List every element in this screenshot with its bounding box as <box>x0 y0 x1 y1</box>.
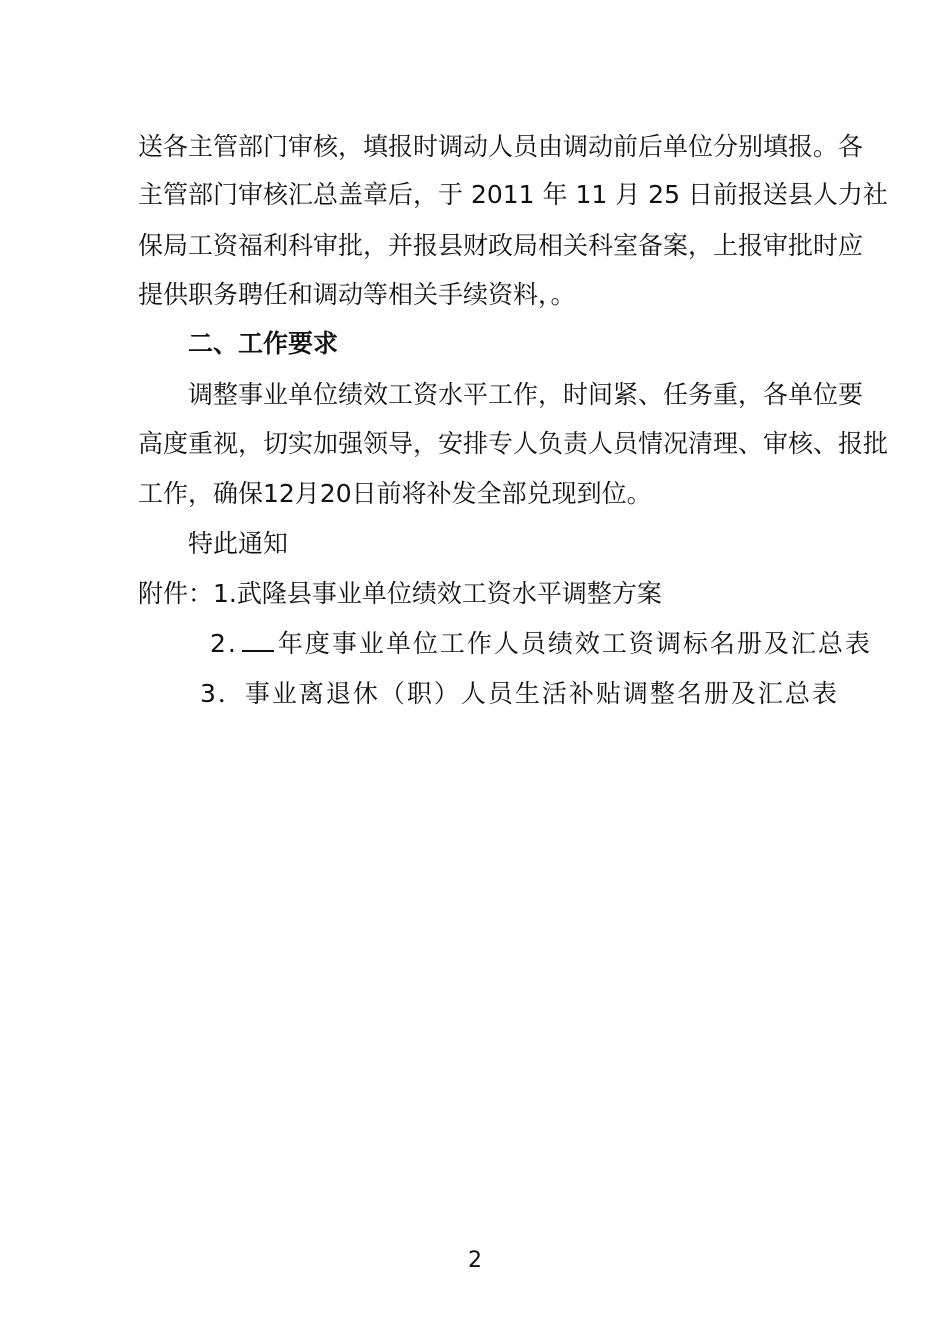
paragraph-line: 保局工资福利科审批，并报县财政局相关科室备案，上报审批时应 <box>138 231 864 260</box>
attachment-number: 2. <box>210 629 238 658</box>
closing-text: 特此通知 <box>188 529 289 558</box>
attachment-label: 附件： <box>138 579 214 608</box>
attachment-item-2 <box>210 626 872 662</box>
paragraph-line: 送各主管部门审核，填报时调动人员由调动前后单位分别填报。各 <box>138 132 864 161</box>
attachment-text: 1.武隆县事业单位绩效工资水平调整方案 <box>213 579 662 608</box>
attachment-item-1 <box>138 576 662 612</box>
paragraph-line: 工作，确保12月20日前将补发全部兑现到位。 <box>138 479 652 508</box>
paragraph-line: 主管部门审核汇总盖章后，于 2011 年 11 月 25 日前报送县人力社 <box>138 180 888 209</box>
section-heading: 二、工作要求 <box>188 329 339 358</box>
attachment-text: 年度事业单位工作人员绩效工资调标名册及汇总表 <box>277 629 872 658</box>
page-number: 2 <box>468 1248 482 1273</box>
paragraph-line: 调整事业单位绩效工资水平工作，时间紧、任务重，各单位要 <box>188 380 864 409</box>
paragraph-line: 高度重视，切实加强领导，安排专人负责人员情况清理、审核、报批 <box>138 429 889 458</box>
attachment-item-3: 3．事业离退休（职）人员生活补贴调整名册及汇总表 <box>200 679 839 708</box>
paragraph-line: 提供职务聘任和调动等相关手续资料，。 <box>138 280 576 309</box>
fill-in-blank <box>242 628 274 652</box>
